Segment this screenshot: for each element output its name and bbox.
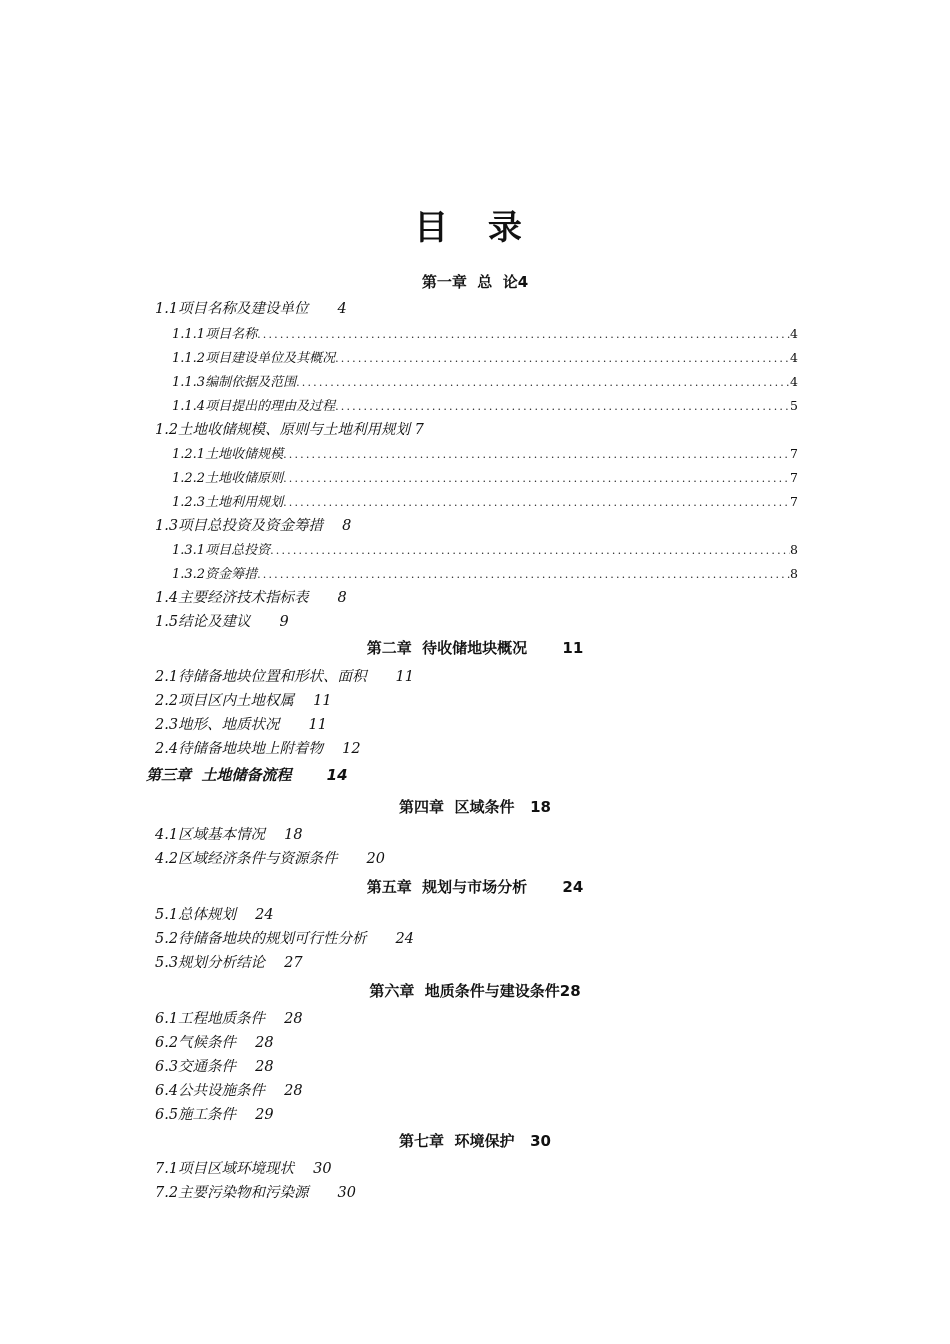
dot-leader [296, 373, 790, 393]
toc-entry-label: 1.1.2项目建设单位及其概况 [172, 351, 336, 366]
page-title: 目 录 [414, 208, 536, 248]
toc-entry-label: 1.1.3编制依据及范围 [172, 375, 297, 390]
dot-leader [335, 397, 790, 417]
toc-section-entry: 1.4主要经济技术指标表 8 [155, 590, 347, 606]
toc-chapter-heading: 第七章 环境保护 30 [399, 1132, 551, 1150]
toc-section-entry: 6.4公共设施条件 28 [155, 1083, 303, 1099]
toc-section-entry: 1.3项目总投资及资金筹措 8 [155, 518, 352, 534]
toc-page-number: 7 [790, 494, 798, 509]
toc-entry-label: 1.1.4项目提出的理由及过程 [172, 399, 336, 414]
dot-leader [283, 445, 790, 465]
toc-page-number: 7 [790, 470, 798, 485]
toc-subsection-entry [172, 564, 798, 585]
dot-leader [257, 325, 790, 345]
toc-entry-label: 1.2.1土地收储规模 [172, 447, 284, 462]
toc-subsection-entry [172, 492, 798, 513]
toc-subsection-entry [172, 468, 798, 489]
toc-subsection-entry [172, 444, 798, 465]
toc-chapter-heading: 第三章 土地储备流程 14 [146, 766, 348, 784]
toc-section-entry: 6.1工程地质条件 28 [155, 1011, 303, 1027]
toc-section-entry: 1.1项目名称及建设单位 4 [155, 301, 347, 317]
toc-page-number: 4 [790, 374, 798, 389]
toc-section-entry: 7.1项目区域环境现状 30 [155, 1161, 332, 1177]
toc-section-entry: 1.5结论及建议 9 [155, 614, 289, 630]
toc-section-entry: 4.1区域基本情况 18 [155, 827, 303, 843]
toc-section-entry: 6.5施工条件 29 [155, 1107, 274, 1123]
toc-entry-label: 1.2.2土地收储原则 [172, 471, 284, 486]
dot-leader [257, 565, 790, 585]
toc-page-number: 4 [790, 350, 798, 365]
toc-page-number: 7 [790, 446, 798, 461]
toc-subsection-entry [172, 324, 798, 345]
toc-entry-label: 1.3.1项目总投资 [172, 543, 271, 558]
toc-subsection-entry [172, 348, 798, 369]
toc-page-number: 8 [790, 542, 798, 557]
toc-entry-label: 1.3.2资金筹措 [172, 567, 258, 582]
toc-section-entry: 2.4待储备地块地上附着物 12 [155, 741, 361, 757]
dot-leader [335, 349, 790, 369]
toc-chapter-heading: 第一章 总 论4 [421, 273, 529, 291]
toc-entry-label: 1.2.3土地利用规划 [172, 495, 284, 510]
toc-entry-label: 1.1.1项目名称 [172, 327, 258, 342]
toc-subsection-entry [172, 540, 798, 561]
toc-subsection-entry [172, 372, 798, 393]
toc-section-entry: 5.3规划分析结论 27 [155, 955, 303, 971]
toc-chapter-heading: 第六章 地质条件与建设条件28 [369, 982, 581, 1000]
toc-chapter-heading: 第四章 区域条件 18 [399, 798, 551, 816]
dot-leader [270, 541, 790, 561]
toc-page-number: 8 [790, 566, 798, 581]
dot-leader [283, 493, 790, 513]
toc-section-entry: 5.2待储备地块的规划可行性分析 24 [155, 931, 415, 947]
toc-section-entry: 6.3交通条件 28 [155, 1059, 274, 1075]
toc-section-entry: 4.2区域经济条件与资源条件 20 [155, 851, 386, 867]
toc-section-entry: 5.1总体规划 24 [155, 907, 274, 923]
toc-page-number: 4 [790, 326, 798, 341]
toc-subsection-entry [172, 396, 798, 417]
toc-section-entry: 1.2土地收储规模、原则与土地利用规划 7 [155, 422, 424, 438]
toc-chapter-heading: 第五章 规划与市场分析 24 [366, 878, 584, 896]
toc-page-number: 5 [790, 398, 798, 413]
toc-section-entry: 2.2项目区内土地权属 11 [155, 693, 332, 709]
toc-section-entry: 2.3地形、地质状况 11 [155, 717, 328, 733]
dot-leader [283, 469, 790, 489]
toc-section-entry: 2.1待储备地块位置和形状、面积 11 [155, 669, 415, 685]
toc-section-entry: 6.2气候条件 28 [155, 1035, 274, 1051]
toc-section-entry: 7.2主要污染物和污染源 30 [155, 1185, 357, 1201]
toc-chapter-heading: 第二章 待收储地块概况 11 [366, 639, 584, 657]
